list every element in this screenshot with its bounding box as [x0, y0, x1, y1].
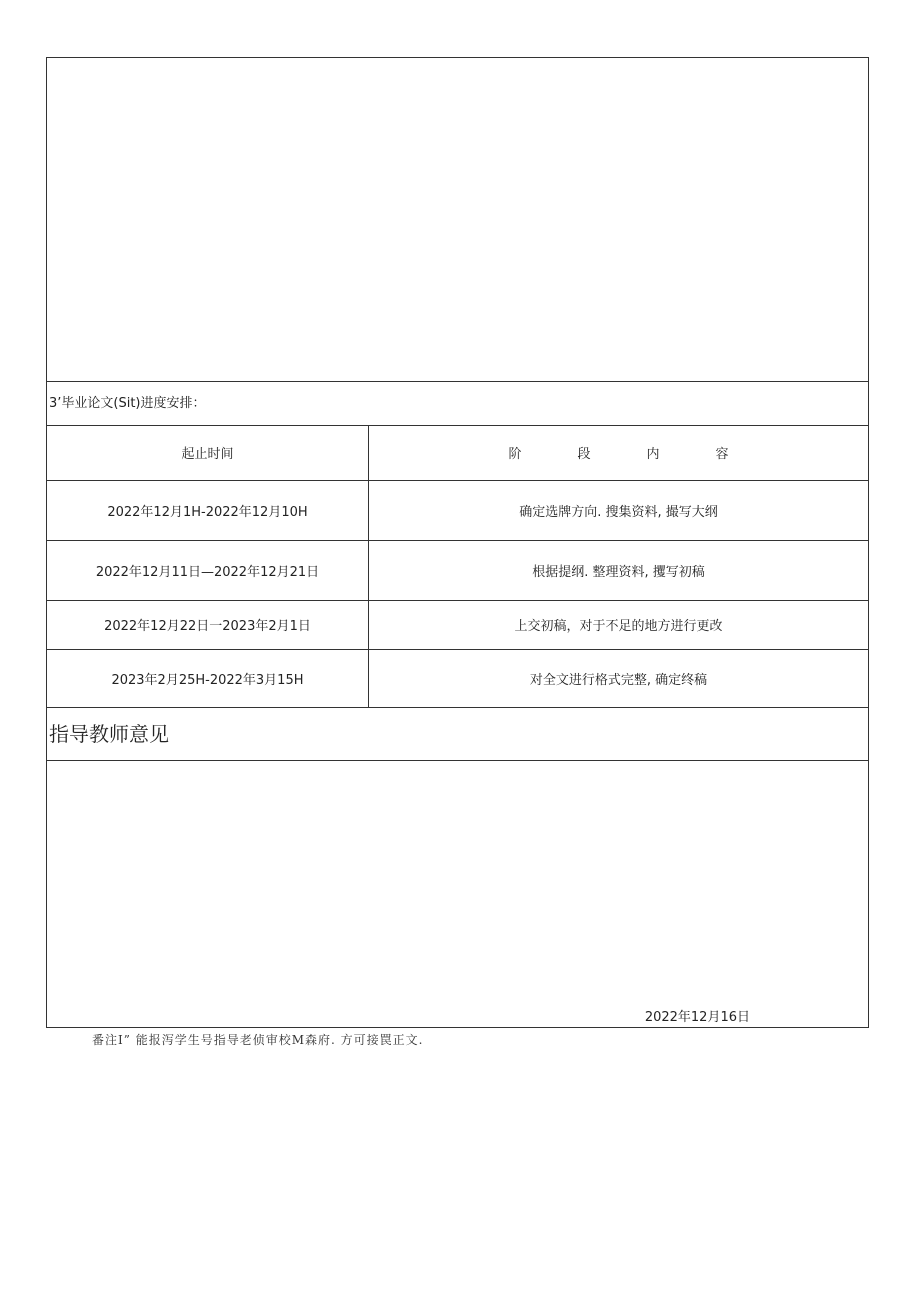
content-cell: 根据提纲. 整理资料, 攫写初稿: [369, 540, 869, 600]
stage-header-char: 容: [715, 447, 729, 463]
advisor-opinion-title: 指导教师意见: [47, 708, 868, 761]
schedule-section-title: 3’毕业论文(Sit)进度安排：: [47, 382, 868, 426]
period-cell: 2022年12月22日一2023年2月1日: [47, 600, 369, 649]
table-row: [47, 480, 868, 540]
content-cell: 对全文进行格式完整, 确定终稿: [369, 649, 869, 707]
footnote: 番注I” 能报泻学生号指导老侦审校M森府. 方可接罠正文.: [92, 1033, 424, 1047]
stage-header-char: 内: [646, 447, 660, 463]
content-cell: 确定选牌方向. 搜集资料, 撮写大纲: [369, 480, 869, 540]
stage-header-char: 阶: [508, 447, 522, 463]
schedule-table: [47, 426, 868, 708]
table-row: [47, 540, 868, 600]
period-cell: 2022年12月1H-2022年12月10H: [47, 480, 369, 540]
period-cell: 2023年2月25H-2022年3月15H: [47, 649, 369, 707]
time-column-header: 起止时间: [47, 426, 369, 480]
proposal-form: [46, 57, 869, 1028]
table-header-row: [47, 426, 868, 480]
stage-header-char: 段: [577, 447, 591, 463]
period-cell: 2022年12月11日—2022年12月21日: [47, 540, 369, 600]
blank-content-area: [47, 58, 868, 382]
advisor-opinion-body: [47, 761, 868, 1027]
signature-date: 2022年12月16日: [644, 1009, 750, 1025]
table-row: [47, 649, 868, 707]
content-cell: 上交初稿，对于不足的地方进行更改: [369, 600, 869, 649]
table-row: [47, 600, 868, 649]
stage-column-header: [369, 426, 869, 480]
